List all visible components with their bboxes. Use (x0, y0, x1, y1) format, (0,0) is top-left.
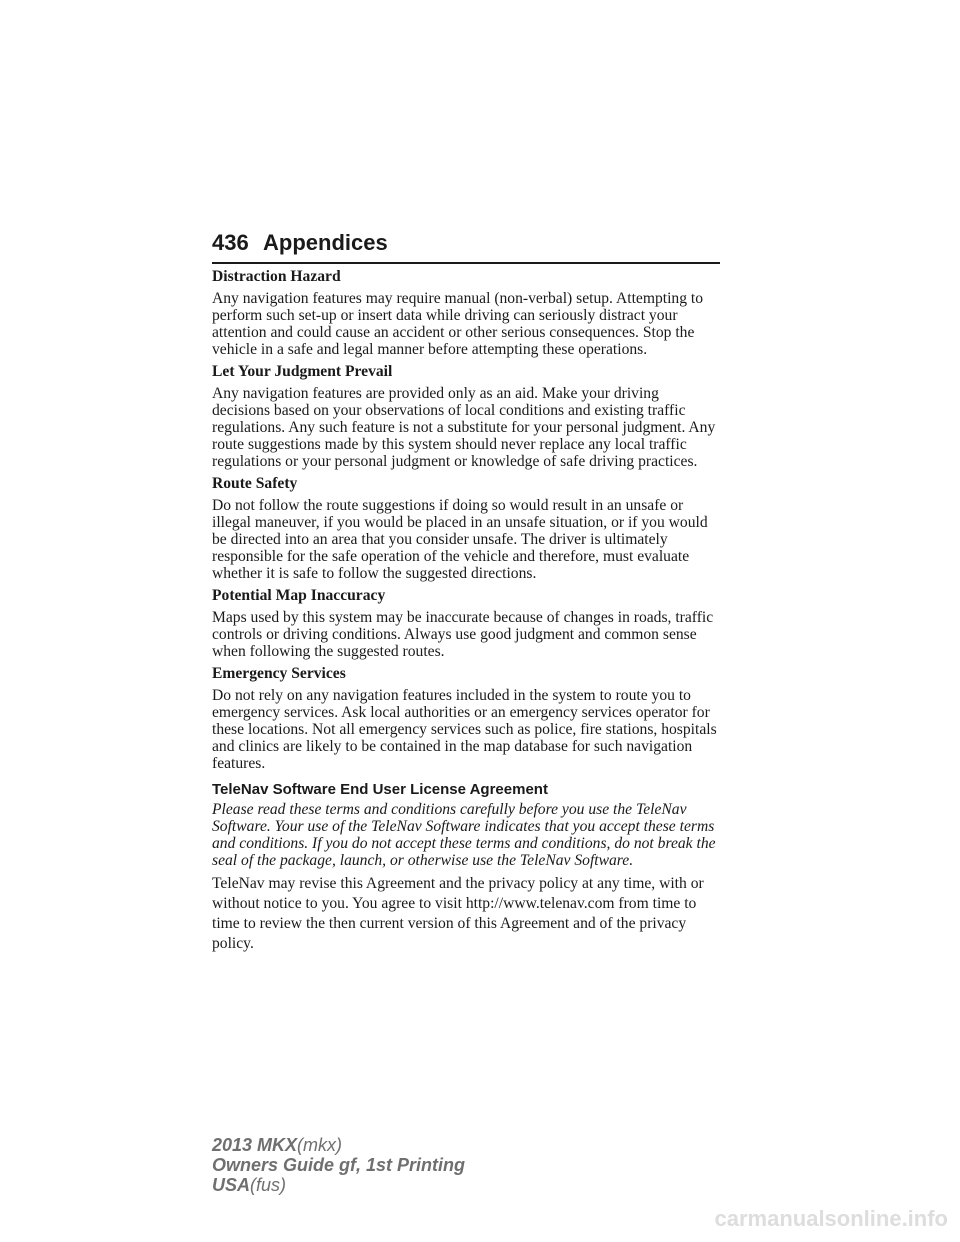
footer-guide: Owners Guide gf, 1st Printing (212, 1155, 466, 1175)
section-title: Appendices (263, 230, 388, 255)
footer-market-code: (fus) (250, 1175, 287, 1195)
para-judgment-prevail: Any navigation features are provided only as an aid. Make your driving decisions based on your observations of local conditions and existing traffic regulations. Any such feature is not a substitute for your personal judgment. Any route suggestions made by this system should never replace any local traffic regulations or your personal judgment or knowledge of safe driving practices. (212, 385, 716, 470)
page-header (212, 230, 720, 264)
heading-judgment-prevail: Let Your Judgment Prevail (212, 363, 393, 380)
footer-guide-line (212, 1155, 465, 1175)
para-map-inaccuracy: Maps used by this system may be inaccurate because of changes in roads, traffic controls or driving conditions. Always use good judgment and common sense when following the suggested routes. (212, 609, 714, 660)
watermark: carmanualsonline.info (714, 1206, 948, 1231)
heading-license-agreement: TeleNav Software End User License Agreement (212, 781, 548, 798)
footer-model: 2013 MKX (212, 1135, 298, 1155)
para-license-notice: Please read these terms and conditions carefully before you use the TeleNav Software. Your use of the TeleNav Software indicates that you accept these terms and conditions. If you do not accept these terms and conditions, do not break the seal of the package, launch, or otherwise use the TeleNav Software. (212, 801, 716, 869)
page-footer (212, 1135, 465, 1195)
heading-route-safety: Route Safety (212, 475, 298, 492)
para-distraction-hazard: Any navigation features may require manual (non-verbal) setup. Attempting to perform such set-up or insert data while driving can seriously distract your attention and could cause an accident or other serious consequences. Stop the vehicle in a safe and legal manner before attempting these operations. (212, 290, 704, 358)
footer-model-code: (mkx) (297, 1135, 343, 1155)
footer-market-line (212, 1175, 465, 1195)
page-number: 436 (212, 230, 249, 255)
para-route-safety: Do not follow the route suggestions if doing so would result in an unsafe or illegal maneuver, if you would be placed in an unsafe situation, or if you would be directed into an area that you consider unsafe. The driver is ultimately responsible for the safe operation of the vehicle and therefore, must evaluate whether it is safe to follow the suggested directions. (212, 497, 708, 582)
heading-map-inaccuracy: Potential Map Inaccuracy (212, 587, 386, 604)
para-emergency-services: Do not rely on any navigation features included in the system to route you to emergency services. Ask local authorities or an emergency services operator for these locations. Not all emergency services such as police, fire stations, hospitals and clinics are likely to be contained in the map database for such navigation features. (212, 687, 717, 772)
heading-distraction-hazard: Distraction Hazard (212, 268, 341, 285)
footer-market: USA (212, 1175, 251, 1195)
para-license-revision: TeleNav may revise this Agreement and the privacy policy at any time, with or without notice to you. You agree to visit http://www.telenav.com from time to time to review the then current version of this Agreement and of the privacy policy. (212, 875, 704, 952)
heading-emergency-services: Emergency Services (212, 665, 346, 682)
footer-model-line (212, 1135, 465, 1155)
document-body (212, 268, 720, 954)
